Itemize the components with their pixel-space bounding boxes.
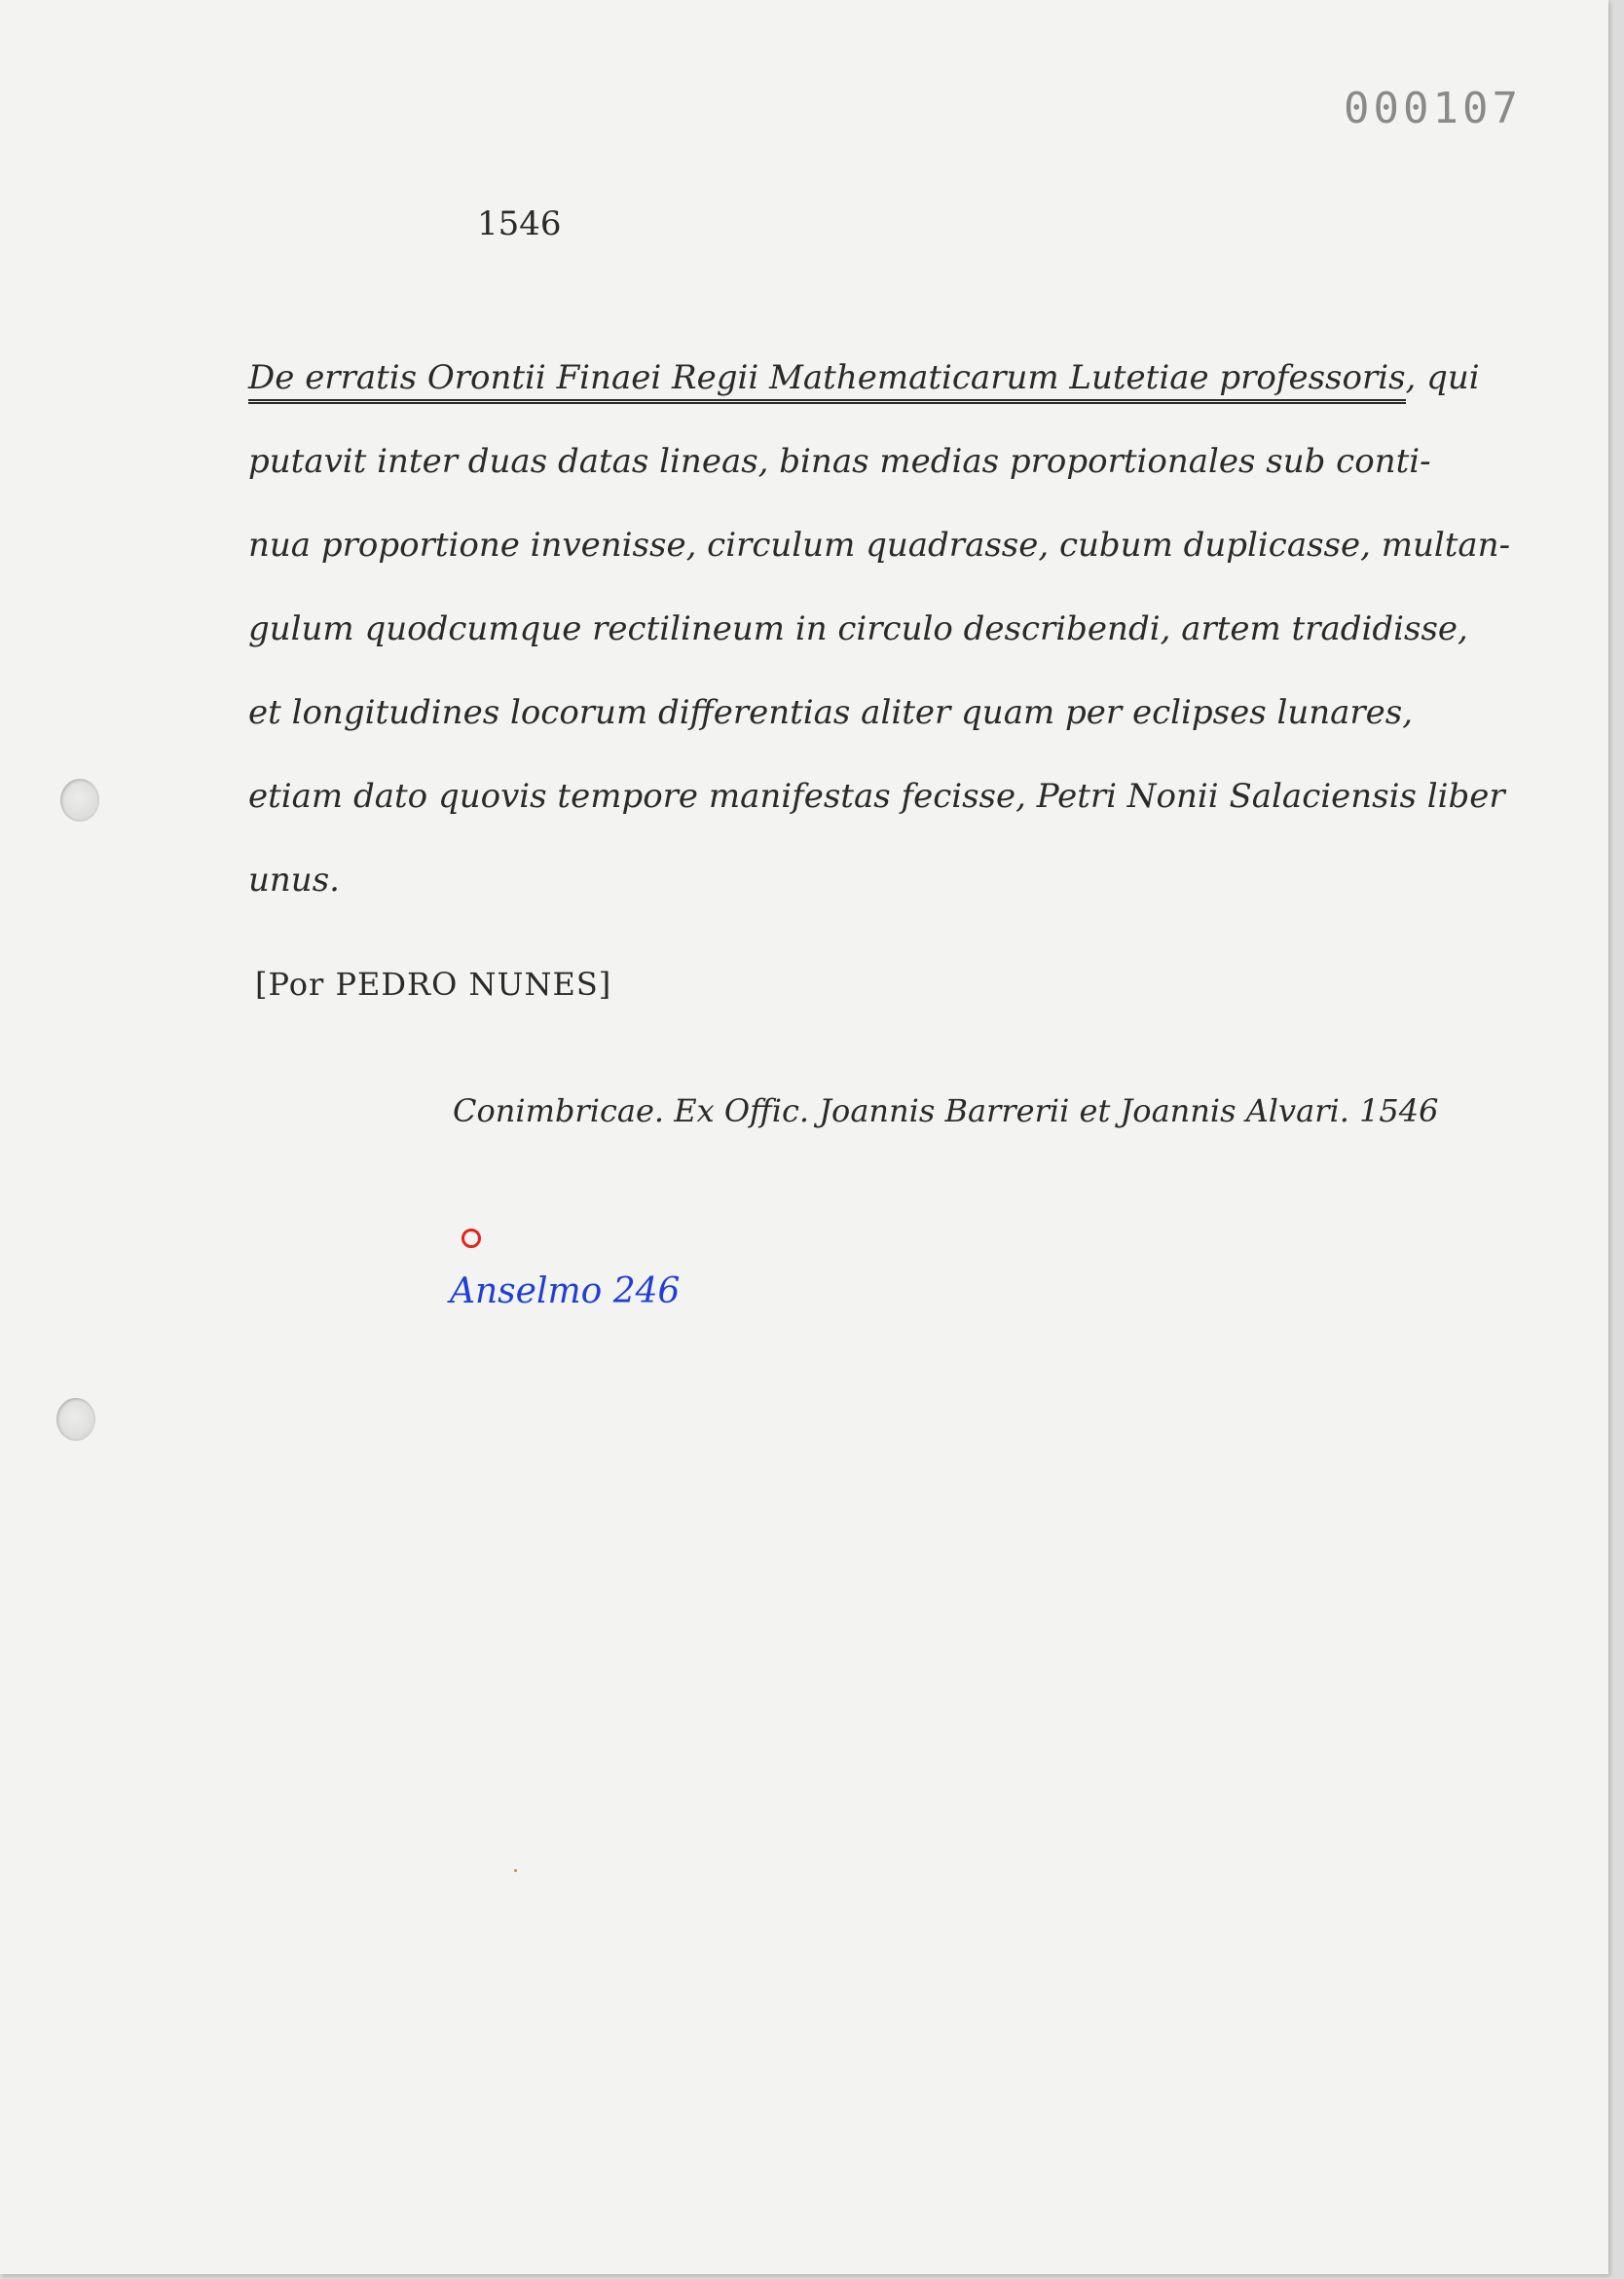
year-heading: 1546	[477, 204, 562, 243]
title-line	[248, 503, 1511, 587]
title-line-text: gulum quodcumque rectilineum in circulo describendi, artem tradidisse,	[248, 609, 1468, 648]
punch-hole	[60, 779, 99, 822]
title-line-text: putavit inter duas datas lineas, binas medias proportionales sub conti-	[248, 442, 1431, 481]
author-attribution: [Por PEDRO NUNES]	[255, 966, 612, 1003]
title-line	[248, 671, 1504, 754]
title-line-text: nua proportione invenisse, circulum quadrasse, cubum duplicasse, multan-	[248, 526, 1511, 565]
title-line	[248, 838, 1504, 922]
red-circle-mark	[461, 1229, 481, 1248]
title-text-block	[248, 336, 1511, 922]
title-line	[248, 587, 1504, 671]
title-line-text: et longitudines locorum differentias aliter quam per eclipses lunares,	[248, 693, 1414, 732]
paper-speck	[514, 1869, 517, 1872]
title-line-text: , qui	[1405, 358, 1480, 397]
imprint-line: Conimbricae. Ex Offic. Joannis Barrerii et Joannis Alvari. 1546	[453, 1092, 1439, 1129]
title-line-text: etiam dato quovis tempore manifestas fecisse, Petri Nonii Salaciensis liber	[248, 777, 1505, 816]
sheet-number-stamp: 000107	[1344, 84, 1522, 133]
title-underlined-text: De erratis Orontii Finaei Regii Mathematicarum Lutetiae professoris	[248, 358, 1406, 404]
title-line	[248, 754, 1504, 838]
title-line-text: unus.	[248, 861, 340, 900]
catalog-reference-note: Anselmo 246	[450, 1271, 681, 1311]
title-line	[248, 336, 1504, 420]
punch-hole	[56, 1398, 95, 1441]
title-line	[248, 420, 1504, 503]
